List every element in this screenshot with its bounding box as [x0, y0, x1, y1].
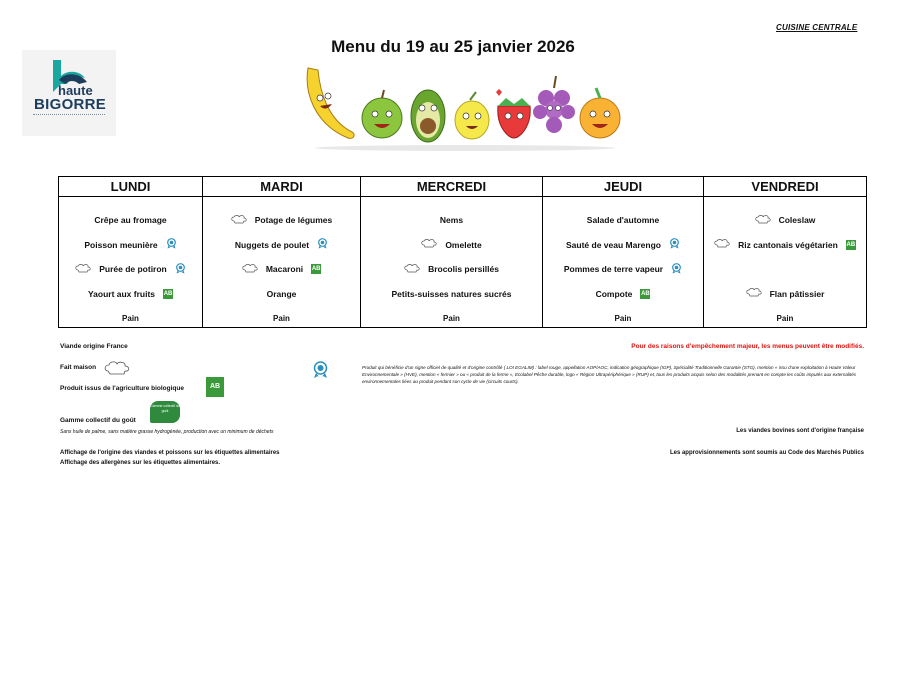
- dish-name: Nuggets de poulet: [234, 239, 310, 250]
- organic-ab-icon: AB: [206, 377, 224, 397]
- chef-hat-icon: [231, 215, 255, 226]
- day-header-vendredi: VENDREDI: [704, 177, 867, 197]
- day-header-mercredi: MERCREDI: [361, 177, 543, 197]
- chef-hat-icon: [755, 215, 779, 226]
- dish-name: Yaourt aux fruits: [87, 288, 156, 299]
- organic-ab-icon: AB: [846, 241, 856, 248]
- dish-name: Coleslaw: [778, 215, 816, 226]
- kitchen-label: CUISINE CENTRALE: [776, 23, 858, 32]
- dish-item: [59, 282, 202, 307]
- bread-cell: Pain: [203, 310, 361, 328]
- label-rouge-icon: [158, 238, 177, 251]
- dish-name: Flan pâtissier: [769, 288, 825, 299]
- bread-row: [59, 310, 867, 328]
- logo-line1: haute: [58, 83, 93, 98]
- bread-cell: Pain: [361, 310, 543, 328]
- gamme-collectif-badge-icon: Gamme collectif du goût: [150, 401, 180, 423]
- dish-name: Sauté de veau Marengo: [566, 239, 661, 250]
- dish-name: Brocolis persillés: [428, 264, 499, 275]
- dish-item: [361, 257, 542, 282]
- dish-item: [704, 208, 866, 233]
- day-header-row: [59, 177, 867, 197]
- orange-icon: [580, 88, 620, 138]
- chef-hat-icon: [421, 239, 445, 250]
- strawberry-icon: [496, 89, 530, 138]
- organic-ab-icon: AB: [163, 290, 173, 297]
- bread-cell: Pain: [543, 310, 704, 328]
- egalim-legal-text: Produit qui bénéficie d'un signe officiel de qualité et d'origine contrôlé ( LOI EGALIM) : label rouge, appellation AOP/AOC, indication géographique (IGP), Spécialité Traditionnelle Garantie (STG), mention « issu d'une exploitation à Haute Valeur Environnementale » (HVE), mention « fermier » ou « produit de la ferme », Ecolabel Pêche durable, logo « Région Ultrapériphérique » (RUP) et, tous les produits acquis selon des modalités prenant en compte les coûts imputés aux externalités environnementales liées au produit pendant son cycle de vie (circuits courts).: [362, 365, 857, 385]
- dish-item: [704, 257, 866, 282]
- legend-affichage-allergenes: Affichage des allergènes sur les étiquettes alimentaires.: [60, 460, 221, 466]
- haute-bigorre-logo: [22, 50, 116, 136]
- day-column: [203, 197, 361, 310]
- dish-name: Potage de légumes: [254, 215, 333, 226]
- public-procurement-note: Les approvisionnements sont soumis au Code des Marchés Publics: [669, 450, 864, 456]
- day-column: [361, 197, 543, 310]
- dish-item: [543, 282, 703, 307]
- weekly-menu-table: [58, 176, 867, 328]
- logo-line2: BIGORRE: [34, 96, 107, 113]
- chef-hat-icon: [75, 264, 99, 275]
- day-header-lundi: LUNDI: [59, 177, 203, 197]
- day-column: [59, 197, 203, 310]
- dish-item: [704, 282, 866, 307]
- chef-hat-icon: [714, 239, 738, 250]
- dish-name: Purée de potiron: [99, 264, 167, 275]
- label-rouge-icon: [167, 263, 186, 276]
- dish-name: Salade d'automne: [586, 215, 660, 226]
- dish-item: [203, 208, 360, 233]
- fruit-characters-illustration: [300, 62, 630, 154]
- legend-viande-france: Viande origine France: [60, 343, 128, 350]
- label-rouge-icon: [309, 238, 328, 251]
- grapes-icon: [533, 76, 575, 133]
- dish-name: Compote: [595, 288, 633, 299]
- label-rouge-icon: [663, 263, 682, 276]
- banana-icon: [307, 68, 354, 138]
- legend-bio: Produit issus de l'agriculture biologique: [60, 385, 184, 392]
- legend-fait-maison: Fait maison: [60, 364, 97, 371]
- dish-item: [59, 257, 202, 282]
- dish-item: [203, 282, 360, 307]
- dish-item: [59, 233, 202, 258]
- dish-item: [543, 208, 703, 233]
- day-column: [704, 197, 867, 310]
- organic-ab-icon: AB: [641, 290, 650, 297]
- day-column: [543, 197, 704, 310]
- avocado-icon: [411, 90, 445, 142]
- dish-item: [203, 257, 360, 282]
- menu-change-warning: Pour des raisons d'empêchement majeur, les menus peuvent être modifiés.: [631, 343, 864, 350]
- chef-hat-icon: [404, 264, 428, 275]
- dish-name: Poisson meunière: [84, 239, 158, 250]
- chef-hat-icon: [746, 288, 770, 299]
- chef-hat-icon: [104, 361, 130, 375]
- organic-ab-icon: AB: [311, 266, 321, 273]
- page-title: Menu du 19 au 25 janvier 2026: [331, 37, 575, 56]
- dish-name: Pommes de terre vapeur: [563, 264, 664, 275]
- dish-item: [361, 282, 542, 307]
- dish-name: Petits-suisses natures sucrés: [391, 288, 512, 299]
- dish-item: [361, 233, 542, 258]
- legend-gamme: Gamme collectif du goût: [60, 417, 136, 424]
- day-header-jeudi: JEUDI: [543, 177, 704, 197]
- dish-item: [704, 233, 866, 258]
- legend-affichage-origine: Affichage de l'origine des viandes et poissons sur les étiquettes alimentaires: [60, 450, 280, 456]
- bread-cell: Pain: [704, 310, 867, 328]
- dish-item: [543, 233, 703, 258]
- dish-name: Macaroni: [265, 264, 304, 275]
- bread-cell: Pain: [59, 310, 203, 328]
- dish-name: Orange: [266, 288, 297, 299]
- label-rouge-icon: [661, 238, 680, 251]
- dish-item: [203, 233, 360, 258]
- dish-name: Crêpe au fromage: [94, 215, 167, 226]
- bovine-origin-note: Les viandes bovines sont d'origine française: [736, 428, 864, 434]
- legend-gamme-desc: Sans huile de palme, sans matière grasse hydrogénée, production avec un minimum de déchets: [60, 429, 274, 435]
- green-apple-icon: [362, 90, 402, 138]
- chef-hat-icon: [242, 264, 266, 275]
- label-rouge-icon: [312, 361, 329, 379]
- dish-name: Omelette: [445, 239, 482, 250]
- dish-item: [361, 208, 542, 233]
- dishes-row: [59, 197, 867, 310]
- lemon-icon: [455, 92, 489, 139]
- dish-name: Nems: [439, 215, 464, 226]
- day-header-mardi: MARDI: [203, 177, 361, 197]
- dish-name: Riz cantonais végétarien: [738, 239, 838, 250]
- dish-item: [543, 257, 703, 282]
- dish-item: [59, 208, 202, 233]
- logo-tagline-line: [33, 114, 105, 116]
